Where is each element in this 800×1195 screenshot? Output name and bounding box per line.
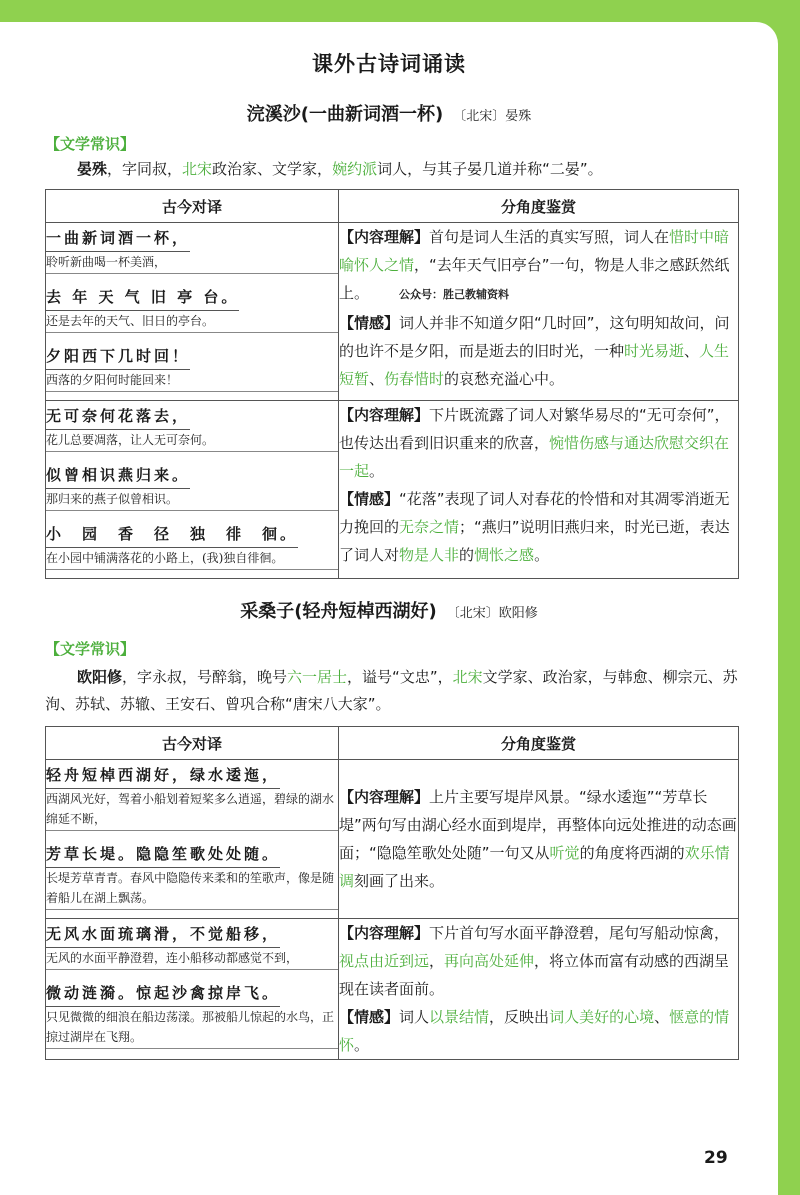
poem-original-line: 微动涟漪。惊起沙禽掠岸飞。: [46, 982, 280, 1007]
text-run: 的哀愁充溢心中。: [444, 370, 565, 388]
analysis-paragraph: [339, 485, 738, 569]
text-run: 的角度将西湖的: [579, 844, 685, 862]
text-run: 、: [654, 1008, 670, 1026]
poem2-header-left: 古今对译: [46, 727, 339, 760]
text-run: 、: [684, 342, 700, 360]
table-row: [46, 760, 739, 919]
text-run: 政治家、文学家，: [212, 160, 333, 178]
text-run: “花落”表现了词人对春花的怜惜和对其凋零消逝无力挽回的: [339, 490, 730, 536]
table-row: [46, 919, 739, 1060]
poem2-section-label: 【文学常识】: [45, 640, 136, 658]
text-run: ，字永叔，号醉翁，晚号: [122, 668, 288, 686]
poem1-header-right: 分角度鉴赏: [339, 190, 739, 223]
poem-original-line: 一曲新词酒一杯，: [46, 227, 190, 252]
highlight-text: 时光易逝: [624, 342, 685, 360]
poem1-section-label: 【文学常识】: [45, 135, 136, 153]
poem-translation-line: 那归来的燕子似曾相识。: [46, 489, 338, 511]
text-run: ，谥号“文忠”，: [347, 668, 453, 686]
analysis-paragraph: [339, 401, 738, 485]
poem1-row1-analysis: [339, 223, 739, 401]
bold-text: 【情感】: [339, 490, 400, 508]
poem2-header-right: 分角度鉴赏: [339, 727, 739, 760]
poem2-title: [0, 597, 778, 623]
analysis-paragraph: [339, 309, 738, 393]
poem-original-line: 轻舟短棹西湖好，绿水逶迤，: [46, 764, 280, 789]
bold-text: 晏殊: [77, 160, 108, 178]
text-run: ，字同叔，: [107, 160, 183, 178]
highlight-text: 人生短暂: [339, 342, 730, 388]
poem1-title-text: 浣溪沙(一曲新词酒一杯): [246, 104, 444, 125]
text-run: 。: [534, 546, 550, 564]
bold-text: 【情感】: [339, 1008, 400, 1026]
table-row: [46, 401, 739, 579]
poem-translation-line: 在小园中铺满落花的小路上，(我)独自徘徊。: [46, 548, 338, 570]
bold-text: 【内容理解】: [339, 406, 430, 424]
poem-translation-line: 西湖风光好，驾着小船划着短桨多么逍遥，碧绿的湖水绵延不断，: [46, 789, 338, 831]
poem1-title: [0, 100, 778, 126]
poem-original-line: 去 年 天 气 旧 亭 台。: [46, 286, 239, 311]
analysis-paragraph: [339, 223, 738, 309]
poem2-row2-analysis: [339, 919, 739, 1060]
bold-text: 欧阳修: [77, 668, 123, 686]
bold-text: 【情感】: [339, 314, 400, 332]
highlight-text: 欢乐情调: [339, 844, 730, 890]
analysis-paragraph: [339, 1003, 738, 1059]
text-run: 词人，与其子晏几道并称“二晏”。: [377, 160, 603, 178]
poem-original-line: 夕阳西下几时回！: [46, 345, 190, 370]
highlight-text: 惋惜伤感与通达欣慰交织在一起: [339, 434, 730, 480]
poem2-row1-lines: [46, 760, 339, 919]
highlight-text: 视点由近到远: [339, 952, 430, 970]
poem-original-line: 似曾相识燕归来。: [46, 464, 190, 489]
poem-translation-line: 无风的水面平静澄碧，连小船移动都感觉不到，: [46, 948, 338, 970]
bold-text: 【内容理解】: [339, 228, 430, 246]
poem2-intro: [45, 664, 745, 718]
highlight-text: 以景结情: [429, 1008, 490, 1026]
highlight-text: 六一居士: [287, 668, 348, 686]
poem-original-line: 芳草长堤。隐隐笙歌处处随。: [46, 843, 280, 868]
highlight-text: 词人美好的心境: [549, 1008, 655, 1026]
text-run: 词人: [399, 1008, 430, 1026]
highlight-text: 惬意的情怀: [339, 1008, 730, 1054]
highlight-text: 婉约派: [332, 160, 378, 178]
poem-original-line: 小 园 香 径 独 徘 徊。: [46, 523, 298, 548]
text-run: 。: [354, 1036, 370, 1054]
poem1-header-left: 古今对译: [46, 190, 339, 223]
analysis-paragraph: [339, 919, 738, 1003]
page-number: 29: [704, 1148, 728, 1168]
text-run: ，“去年天气旧亭台”一句，物是人非之感跃然纸上。: [339, 256, 730, 302]
text-run: 、: [369, 370, 385, 388]
poem2-title-text: 采桑子(轻舟短棹西湖好): [240, 601, 437, 622]
text-run: ，: [429, 952, 445, 970]
poem-translation-line: 花儿总要凋落，让人无可奈何。: [46, 430, 338, 452]
poem2-row1-analysis: [339, 760, 739, 919]
highlight-text: 北宋: [182, 160, 213, 178]
poem1-row1-lines: [46, 223, 339, 401]
text-run: 下片首句写水面平静澄碧，尾句写船动惊禽，: [429, 924, 730, 942]
text-run: 。: [369, 462, 385, 480]
text-run: ，将立体而富有动感的西湖呈现在读者面前。: [339, 952, 730, 998]
analysis-paragraph: [339, 783, 738, 895]
poem2-author: 〔北宋〕欧阳修: [446, 606, 538, 621]
highlight-text: 伤春惜时: [384, 370, 445, 388]
poem2-row2-lines: [46, 919, 339, 1060]
highlight-text: 惜时中暗喻怀人之情: [339, 228, 730, 274]
highlight-text: 北宋: [452, 668, 483, 686]
poem-translation-line: 还是去年的天气、旧日的亭台。: [46, 311, 338, 333]
highlight-text: 无奈之情: [399, 518, 460, 536]
text-run: 刻画了出来。: [354, 872, 445, 890]
poem2-table: [45, 726, 739, 1060]
page-title: 课外古诗词诵读: [312, 52, 466, 76]
poem-translation-line: 只见微微的细浪在船边荡漾。那被船儿惊起的水鸟，正掠过湖岸在飞翔。: [46, 1007, 338, 1049]
watermark-text: 公众号：胜己教辅资料: [399, 288, 510, 301]
poem-translation-line: 长堤芳草青青。春风中隐隐传来柔和的笙歌声，像是随着船儿在湖上飘荡。: [46, 868, 338, 910]
text-run: 词人并非不知道夕阳“几时回”，这句明知故问，问的也许不是夕阳，而是逝去的旧时光，一种: [339, 314, 730, 360]
text-run: 下片既流露了词人对繁华易尽的“无可奈何”，也传达出看到旧识重来的欣喜，: [339, 406, 730, 452]
text-run: 上片主要写堤岸风景。“绿水逶迤”“芳草长堤”两句写由湖心经水面到堤岸，再整体向远处推进的动态画面；“隐隐笙歌处处随”一句又从: [339, 788, 737, 862]
table-row: [46, 223, 739, 401]
poem-translation-line: 西落的夕阳何时能回来！: [46, 370, 338, 392]
poem-translation-line: 聆听新曲喝一杯美酒，: [46, 252, 338, 274]
highlight-text: 听觉: [549, 844, 580, 862]
text-run: 的: [459, 546, 475, 564]
poem1-row2-analysis: [339, 401, 739, 579]
highlight-text: 再向高处延伸: [444, 952, 535, 970]
text-run: ，反映出: [489, 1008, 550, 1026]
bold-text: 【内容理解】: [339, 924, 430, 942]
poem1-author: 〔北宋〕晏殊: [453, 109, 532, 124]
highlight-text: 惆怅之感: [474, 546, 535, 564]
text-run: 文学家、政治家，与韩愈、柳宗元、苏洵、苏轼、苏辙、王安石、曾巩合称“唐宋八大家”。: [45, 668, 738, 713]
poem1-row2-lines: [46, 401, 339, 579]
poem-original-line: 无风水面琉璃滑，不觉船移，: [46, 923, 280, 948]
poem1-table: [45, 189, 739, 579]
text-run: 首句是词人生活的真实写照，词人在: [429, 228, 670, 246]
bold-text: 【内容理解】: [339, 788, 430, 806]
poem1-intro: [45, 156, 745, 183]
highlight-text: 物是人非: [399, 546, 460, 564]
poem-original-line: 无可奈何花落去，: [46, 405, 190, 430]
text-run: ；“燕归”说明旧燕归来，时光已逝，表达了词人对: [339, 518, 730, 564]
